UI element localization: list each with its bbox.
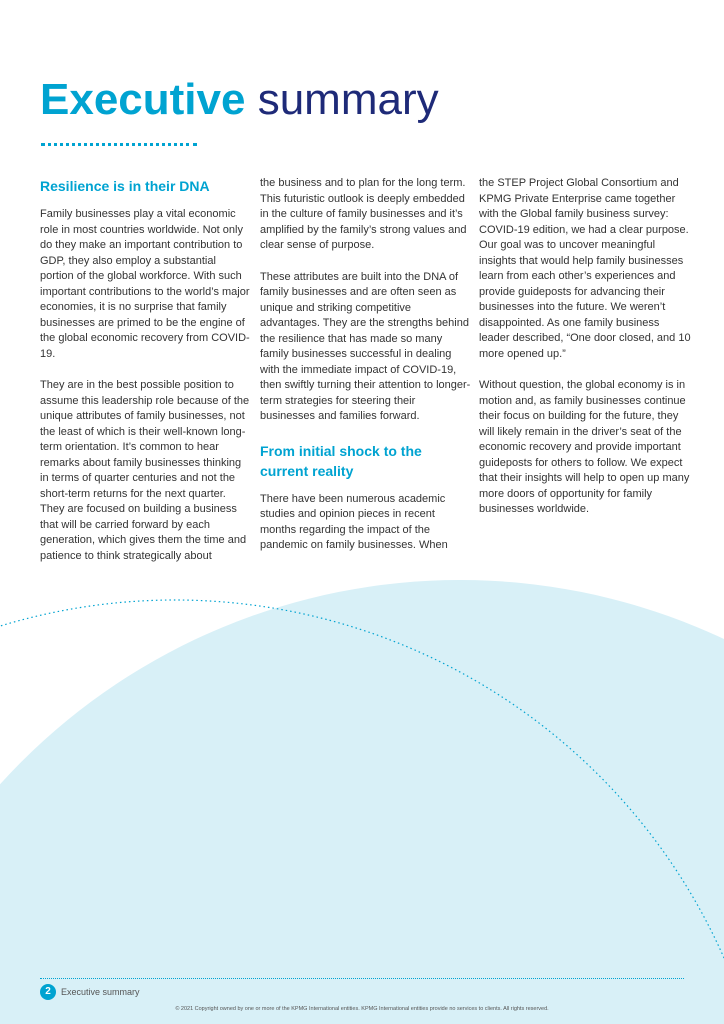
section-heading-initial-shock: From initial shock to the current reality: [260, 442, 422, 479]
background-arc-fill: [0, 580, 724, 1024]
paragraph: Without question, the global economy is in motion and, as family businesses continue their focus on building for the future, they will likely remain in the driver’s seat of the economic recovery and provide important guideposts for others to follow. We expect that their insights will help to open up many more doors of opportunity for family businesses worldwide.: [479, 379, 690, 515]
text-column-1: [40, 176, 252, 580]
paragraph: These attributes are built into the DNA of family businesses and are often seen as unique and striking competitive advantages. They are the strengths behind the resilience that has made so many family businesses successful in dealing with the immediate impact of COVID-19, then swiftly turning their attention to longer-term strategies for steering their businesses and families forward.: [260, 270, 471, 422]
section-heading-resilience: Resilience is in their DNA: [40, 178, 210, 194]
paragraph: the STEP Project Global Consortium and KPMG Private Enterprise came together with the Global family business survey: COVID-19 edition, we had a clear purpose. Our goal was to uncover meaningful insights that would help family businesses learn from each other’s experiences and provide guideposts for advancing their businesses into the future. We weren’t disappointed. As one family business leader described, “One door closed, and 10 more opened up.”: [479, 177, 691, 360]
footer-section-label: Executive summary: [61, 987, 140, 997]
paragraph: They are in the best possible position to assume this leadership role because of the unique attributes of family businesses, not the least of which is their well-known long-term orientation. It’s common to hear remarks about family businesses thinking in terms of quarter centuries and not the short-term returns for the next quarter. They are focused on building a business that will be carried forward by each generation, which gives them the time and patience to think strategically about: [40, 379, 250, 562]
title-dotted-rule: [41, 143, 197, 146]
paragraph: the business and to plan for the long term. This futuristic outlook is deeply embedded in the culture of family businesses and it’s amplified by the family’s strong values and clear sense of purpose.: [260, 177, 467, 251]
text-column-2: [260, 176, 472, 570]
page-title: [40, 74, 439, 126]
paragraph: There have been numerous academic studies and opinion pieces in recent months regarding the impact of the pandemic on family businesses. When: [260, 492, 448, 551]
paragraph: Family businesses play a vital economic role in most countries worldwide. Not only do they make an important contribution to GDP, they also employ a substantial portion of the global workforce. With such important contributions to the world’s major economies, it is no surprise that family businesses are primed to be the engine of the global economic recovery from COVID-19.: [40, 208, 250, 360]
text-column-3: [479, 176, 691, 534]
page-title-rest: summary: [245, 75, 439, 124]
copyright-notice: © 2021 Copyright owned by one or more of the KPMG International entities. KPMG International entities provide no services to clients. All rights reserved.: [175, 1006, 549, 1012]
footer-dotted-rule: [40, 978, 684, 979]
page-number-badge: 2: [40, 984, 56, 1000]
page-title-accent: Executive: [40, 75, 246, 124]
